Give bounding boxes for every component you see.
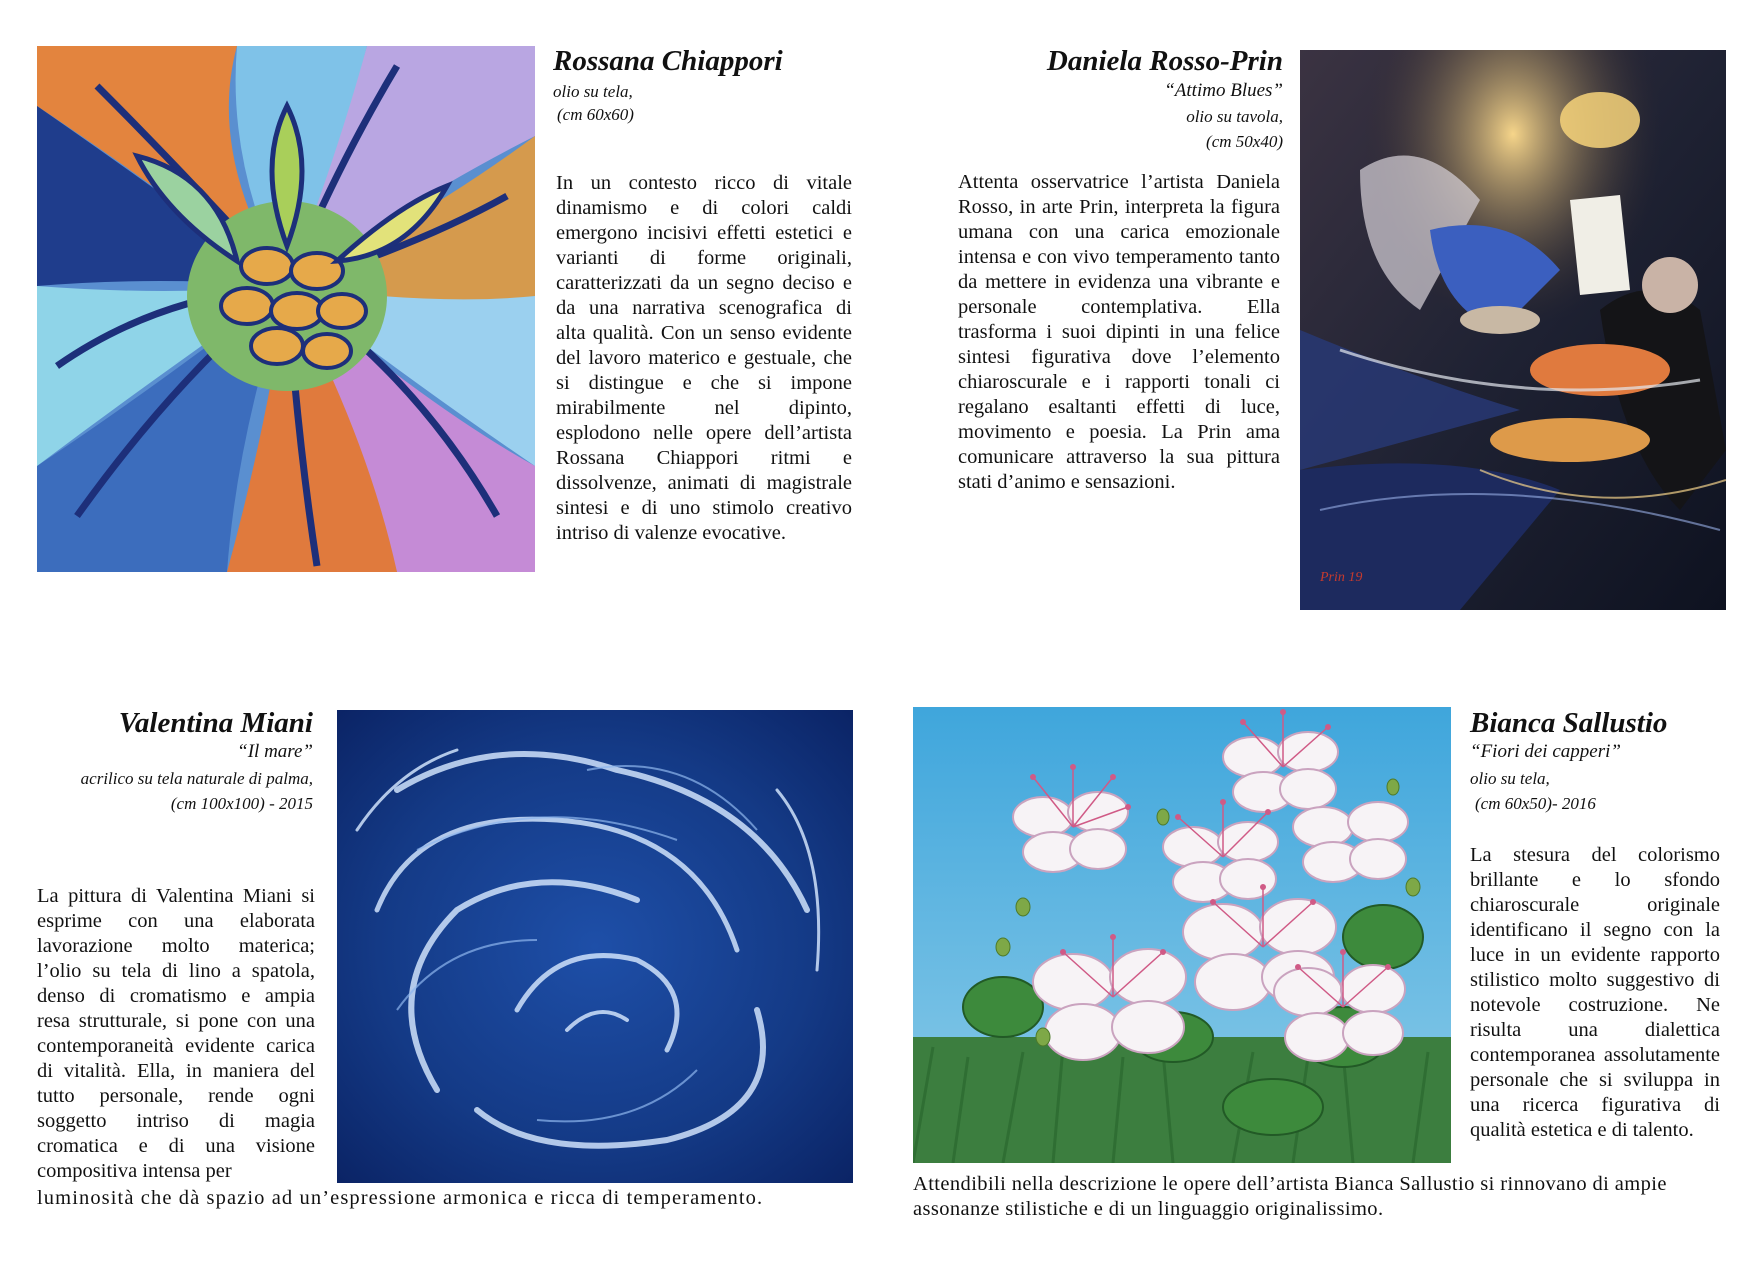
painting-rosso-prin-drummer xyxy=(1300,50,1726,610)
artist-name: Bianca Sallustio xyxy=(1470,707,1668,739)
artist-description: In un contesto ricco di vitale dinamismo e di colori caldi emergono incisivi effetti estetici e varianti di forme originali, caratterizzati da un segno deciso e da una narrativa scenografica di alta qualità. Con un senso evidente del lavoro materico e gestuale, che si distingue e che si impone mirabilmente nel dipinto, esplodono nelle opere dell’artista Rossana Chiappori ritmi e dissolvenze, animati di magistrale sintesi e di uno stimolo creativo intriso di valenze evocative. xyxy=(556,172,852,544)
artwork-medium: olio su tavola, xyxy=(1186,107,1283,126)
artwork-title: “Attimo Blues” xyxy=(1164,80,1283,101)
artwork-size: (cm 60x50)- 2016 xyxy=(1475,794,1596,813)
artwork-medium: olio su tela, xyxy=(1470,769,1550,788)
artwork-size: (cm 60x60) xyxy=(557,105,634,124)
artist-description: Attenta osservatrice l’artista Daniela Rosso, in arte Prin, interpreta la figura umana con una carica emozionale intensa e con vivo temperamento tanto da mettere in evidenza una vibrante e personale contemplativa. Ella trasforma i suoi dipinti in una felice sintesi figurativa dove l’elemento chiaroscurale e i rapporti tonali ci regalano esaltanti effetti di luce, movimento e poesia. La Prin ama comunicare attraverso la sua pittura stati d’animo e sensazioni. xyxy=(958,171,1280,493)
artwork-medium: olio su tela, xyxy=(553,82,633,101)
artist-description-continued: Attendibili nella descrizione le opere dell’artista Bianca Sallustio si rinnovano di ampie assonanze stilistiche e di un linguaggio originalissimo. xyxy=(913,1173,1667,1220)
artist-name: Daniela Rosso-Prin xyxy=(1046,45,1283,77)
artwork-title: “Il mare” xyxy=(237,741,313,762)
artist-description: La stesura del colorismo brillante e lo sfondo chiaroscurale originale identificano il segno con la luce in un evidente rapporto stilistico molto suggestivo di notevole costruzione. Ne risulta una dialettica contemporanea assolutamente personale che si sviluppa in una ricerca figurativa di qualità estetica e di talento. xyxy=(1470,844,1720,1141)
artwork-title: “Fiori dei capperi” xyxy=(1470,741,1621,762)
artist-description: La pittura di Valentina Miani si esprime con una elaborata lavorazione molto materica; l’olio su tela di lino a spatola, denso di cromatismo e ampia resa strutturale, si pone con una contemporaneità evidente carica di vitalità. Ella, in maniera del tutto personale, rende ogni soggetto intriso di magia cromatica e di una visione compositiva intensa per xyxy=(37,885,315,1182)
artist-description-continued: luminosità che dà spazio ad un’espressione armonica e ricca di temperamento. xyxy=(37,1187,764,1209)
painting-signature: Prin 19 xyxy=(1320,570,1363,585)
artwork-size: (cm 50x40) xyxy=(1206,132,1283,151)
painting-chiappori-flower xyxy=(37,46,535,572)
painting-miani-sea xyxy=(337,710,853,1183)
painting-sallustio-caper-flowers xyxy=(913,707,1451,1163)
artwork-medium: acrilico su tela naturale di palma, xyxy=(80,769,313,788)
artwork-size: (cm 100x100) - 2015 xyxy=(170,794,313,813)
artist-name: Rossana Chiappori xyxy=(553,45,783,77)
artist-name: Valentina Miani xyxy=(118,707,313,739)
